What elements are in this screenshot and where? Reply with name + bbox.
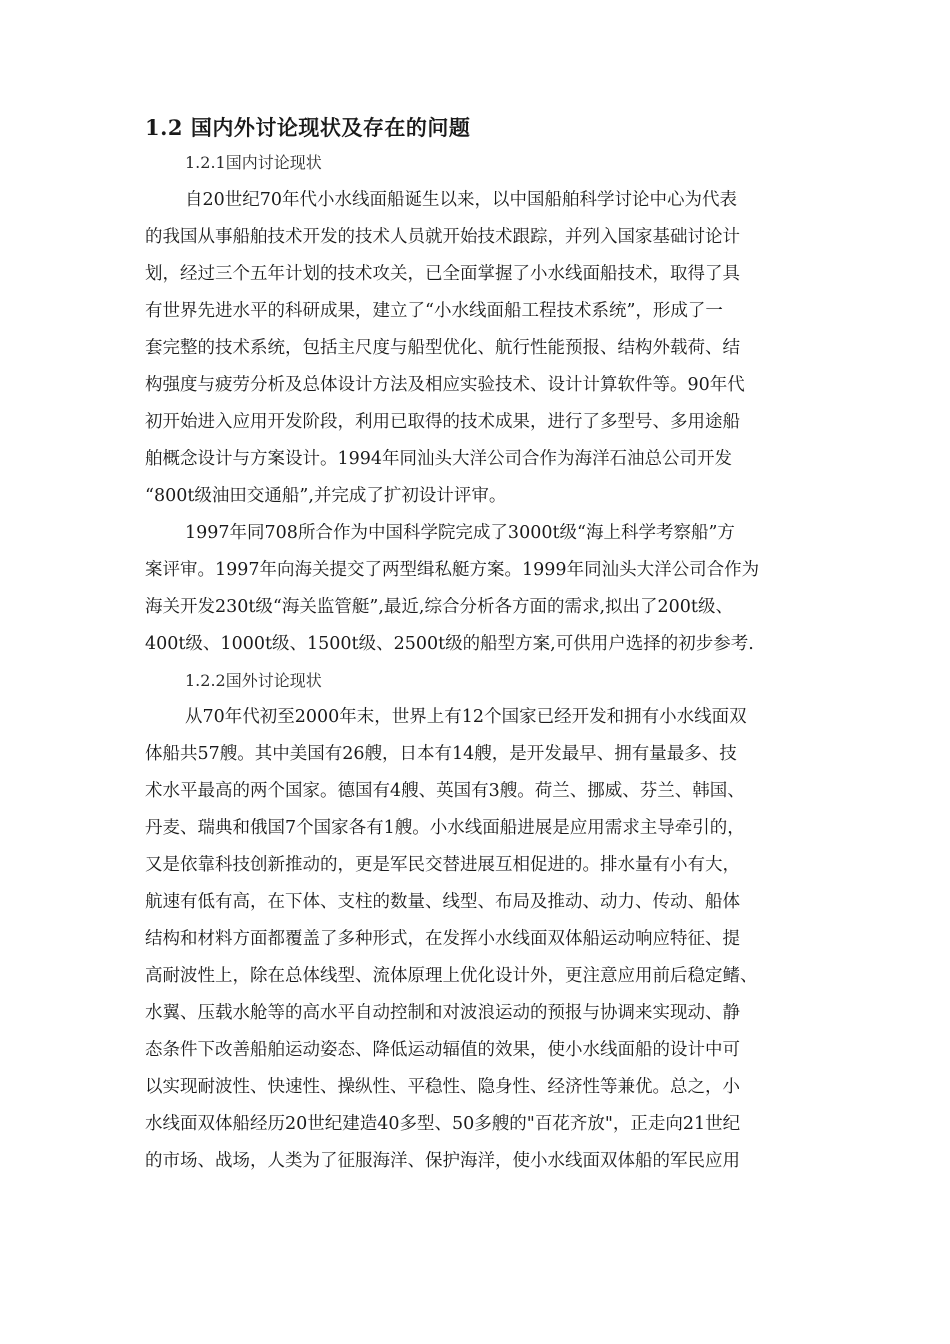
text-line: “800t级油田交通船”,并完成了扩初设计评审。	[145, 486, 507, 506]
section-title: 1.2 国内外讨论现状及存在的问题	[145, 115, 471, 140]
text-line: 结构和材料方面都覆盖了多种形式，在发挥小水线面双体船运动响应特征、提	[145, 929, 740, 949]
text-line: 的我国从事船舶技术开发的技术人员就开始技术跟踪，并列入国家基础讨论计	[145, 227, 740, 247]
subsection-heading-domestic: 1.2.1国内讨论现状	[185, 153, 322, 172]
text-line: 水线面双体船经历20世纪建造40多型、50多艘的"百花齐放"，正走向21世纪	[145, 1114, 741, 1134]
text-line: 海关开发230t级“海关监管艇”,最近,综合分析各方面的需求,拟出了200t级、	[145, 597, 733, 617]
text-line: 的市场、战场，人类为了征服海洋、保护海洋，使小水线面双体船的军民应用	[145, 1151, 740, 1171]
text-line: 体船共57艘。其中美国有26艘，日本有14艘，是开发最早、拥有量最多、技	[145, 744, 737, 764]
text-line: 自20世纪70年代小水线面船诞生以来，以中国船舶科学讨论中心为代表	[185, 190, 738, 210]
subsection-heading-foreign: 1.2.2国外讨论现状	[185, 671, 322, 690]
text-line: 术水平最高的两个国家。德国有4艘、英国有3艘。荷兰、挪威、芬兰、韩国、	[145, 781, 745, 801]
text-line: 舶概念设计与方案设计。1994年同汕头大洋公司合作为海洋石油总公司开发	[145, 449, 733, 469]
text-line: 划，经过三个五年计划的技术攻关，已全面掌握了小水线面船技术，取得了具	[145, 264, 740, 284]
text-line: 航速有低有高，在下体、支柱的数量、线型、布局及推动、动力、传动、船体	[145, 892, 740, 912]
text-line: 初开始进入应用开发阶段，利用已取得的技术成果，进行了多型号、多用途船	[145, 412, 740, 432]
text-line: 以实现耐波性、快速性、操纵性、平稳性、隐身性、经济性等兼优。总之，小	[145, 1077, 740, 1097]
text-line: 1997年同708所合作为中国科学院完成了3000t级“海上科学考察船”方	[185, 523, 735, 543]
text-line: 水翼、压载水舱等的高水平自动控制和对波浪运动的预报与协调来实现动、静	[145, 1003, 740, 1023]
text-line: 构强度与疲劳分析及总体设计方法及相应实验技术、设计计算软件等。90年代	[145, 375, 745, 395]
text-line: 400t级、1000t级、1500t级、2500t级的船型方案,可供用户选择的初步参考.	[145, 634, 754, 654]
text-line: 高耐波性上，除在总体线型、流体原理上优化设计外，更注意应用前后稳定鳍、	[145, 966, 758, 986]
text-line: 有世界先进水平的科研成果，建立了“小水线面船工程技术系统”，形成了一	[145, 301, 723, 321]
text-line: 案评审。1997年向海关提交了两型缉私艇方案。1999年同汕头大洋公司合作为	[145, 560, 760, 580]
text-line: 从70年代初至2000年末，世界上有12个国家已经开发和拥有小水线面双	[185, 707, 747, 727]
text-line: 又是依靠科技创新推动的，更是军民交替进展互相促进的。排水量有小有大，	[145, 855, 740, 875]
text-line: 态条件下改善船舶运动姿态、降低运动辐值的效果，使小水线面船的设计中可	[145, 1040, 740, 1060]
text-line: 丹麦、瑞典和俄国7个国家各有1艘。小水线面船进展是应用需求主导牵引的，	[145, 818, 745, 838]
text-line: 套完整的技术系统，包括主尺度与船型优化、航行性能预报、结构外载荷、结	[145, 338, 740, 358]
